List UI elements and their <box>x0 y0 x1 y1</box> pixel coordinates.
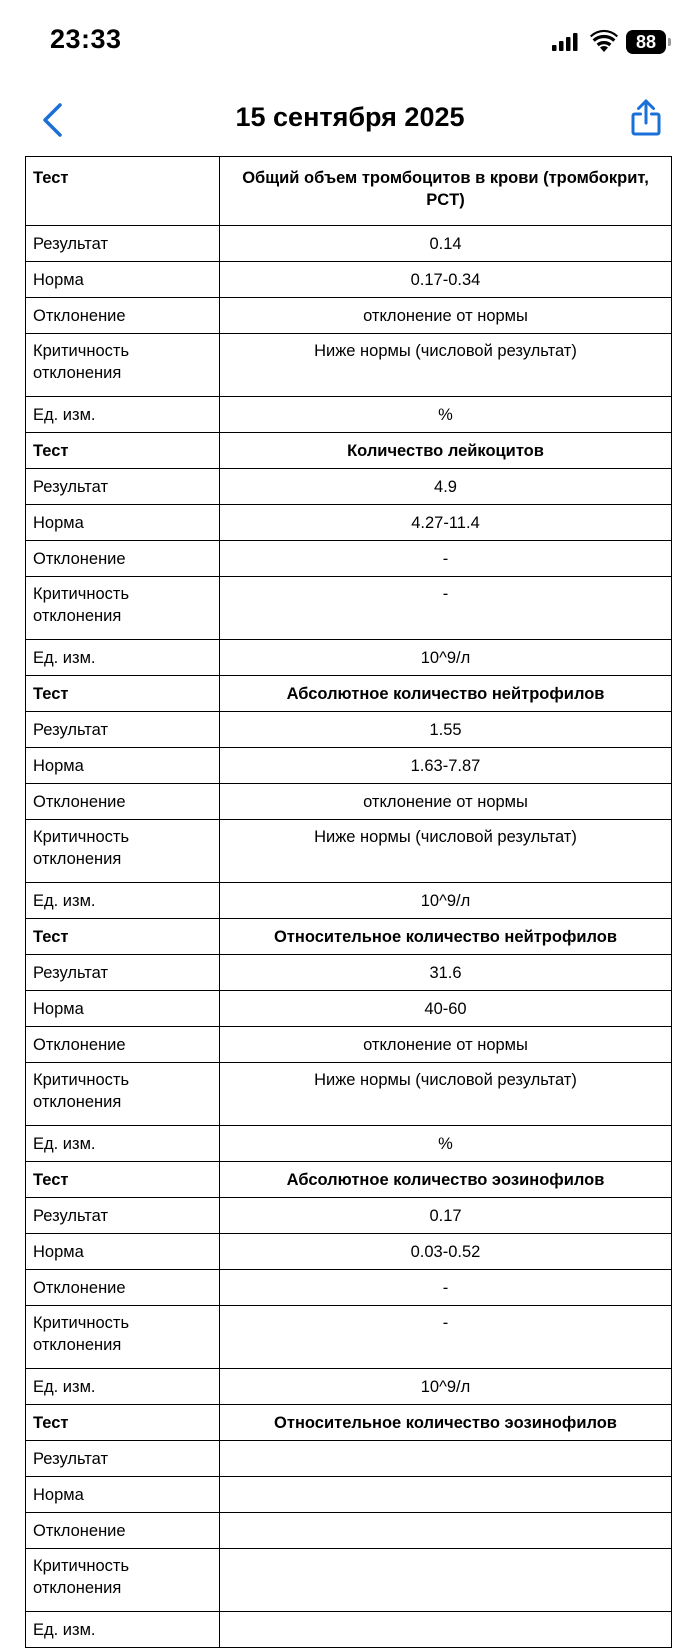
share-icon <box>630 99 662 137</box>
norm-value <box>220 1477 672 1513</box>
deviation-value: - <box>220 1270 672 1306</box>
row-label: Норма <box>26 262 220 298</box>
criticality-value: - <box>220 1306 672 1369</box>
row-label: Ед. изм. <box>26 640 220 676</box>
test-name-row <box>26 919 672 955</box>
test-name-row <box>26 433 672 469</box>
criticality-row <box>26 820 672 883</box>
row-label: Тест <box>26 433 220 469</box>
back-button[interactable] <box>30 98 74 142</box>
test-name-row <box>26 676 672 712</box>
unit-row <box>26 640 672 676</box>
battery-cap <box>668 38 671 46</box>
unit-value: 10^9/л <box>220 1369 672 1405</box>
result-row <box>26 1198 672 1234</box>
norm-row <box>26 505 672 541</box>
test-name-row <box>26 1405 672 1441</box>
result-row <box>26 226 672 262</box>
unit-value: % <box>220 1126 672 1162</box>
norm-value: 40-60 <box>220 991 672 1027</box>
row-label: Тест <box>26 1162 220 1198</box>
test-name: Количество лейкоцитов <box>220 433 672 469</box>
share-button[interactable] <box>624 94 668 142</box>
norm-row <box>26 1477 672 1513</box>
row-label: Результат <box>26 469 220 505</box>
row-label: Тест <box>26 157 220 226</box>
row-label: Ед. изм. <box>26 397 220 433</box>
unit-row <box>26 1612 672 1648</box>
result-value: 0.14 <box>220 226 672 262</box>
deviation-value: отклонение от нормы <box>220 298 672 334</box>
unit-row <box>26 397 672 433</box>
row-label: Результат <box>26 955 220 991</box>
result-value: 0.17 <box>220 1198 672 1234</box>
norm-row <box>26 991 672 1027</box>
row-label: Норма <box>26 505 220 541</box>
status-time: 23:33 <box>50 24 122 54</box>
row-label: Критичность отклонения <box>26 577 220 640</box>
criticality-value: Ниже нормы (числовой результат) <box>220 820 672 883</box>
row-label: Критичность отклонения <box>26 1306 220 1369</box>
unit-row <box>26 1369 672 1405</box>
result-row <box>26 955 672 991</box>
row-label: Тест <box>26 676 220 712</box>
deviation-row <box>26 298 672 334</box>
row-label: Отклонение <box>26 784 220 820</box>
row-label: Результат <box>26 1441 220 1477</box>
row-label: Норма <box>26 1234 220 1270</box>
result-row <box>26 469 672 505</box>
unit-value: % <box>220 397 672 433</box>
deviation-value <box>220 1513 672 1549</box>
row-label: Тест <box>26 919 220 955</box>
result-value <box>220 1441 672 1477</box>
battery-icon <box>626 30 672 54</box>
test-name: Общий объем тромбоцитов в крови (тромбокрит, PCT) <box>220 157 672 226</box>
wifi-icon <box>590 31 618 57</box>
deviation-value: - <box>220 541 672 577</box>
criticality-row <box>26 577 672 640</box>
row-label: Ед. изм. <box>26 1126 220 1162</box>
row-label: Норма <box>26 991 220 1027</box>
row-label: Отклонение <box>26 1513 220 1549</box>
results-table <box>25 156 672 1648</box>
status-bar <box>0 0 700 84</box>
row-label: Критичность отклонения <box>26 1063 220 1126</box>
criticality-value: Ниже нормы (числовой результат) <box>220 1063 672 1126</box>
criticality-value <box>220 1549 672 1612</box>
battery-level: 88 <box>626 30 666 54</box>
row-label: Ед. изм. <box>26 1612 220 1648</box>
row-label: Результат <box>26 226 220 262</box>
row-label: Ед. изм. <box>26 1369 220 1405</box>
unit-row <box>26 883 672 919</box>
deviation-row <box>26 1027 672 1063</box>
unit-value <box>220 1612 672 1648</box>
norm-value: 1.63-7.87 <box>220 748 672 784</box>
unit-row <box>26 1126 672 1162</box>
norm-value: 0.03-0.52 <box>220 1234 672 1270</box>
row-label: Ед. изм. <box>26 883 220 919</box>
norm-row <box>26 262 672 298</box>
row-label: Отклонение <box>26 1027 220 1063</box>
test-name-row <box>26 1162 672 1198</box>
result-value: 31.6 <box>220 955 672 991</box>
norm-value: 4.27-11.4 <box>220 505 672 541</box>
criticality-value: - <box>220 577 672 640</box>
deviation-row <box>26 1270 672 1306</box>
chevron-left-icon <box>41 102 63 138</box>
signal-icon <box>552 33 578 56</box>
row-label: Результат <box>26 1198 220 1234</box>
row-label: Норма <box>26 1477 220 1513</box>
results-scroll-area[interactable] <box>0 156 700 1639</box>
result-row <box>26 1441 672 1477</box>
row-label: Критичность отклонения <box>26 1549 220 1612</box>
nav-bar <box>0 84 700 156</box>
deviation-row <box>26 784 672 820</box>
result-value: 1.55 <box>220 712 672 748</box>
result-row <box>26 712 672 748</box>
criticality-row <box>26 334 672 397</box>
result-value: 4.9 <box>220 469 672 505</box>
page-title: 15 сентября 2025 <box>235 102 465 132</box>
row-label: Критичность отклонения <box>26 820 220 883</box>
test-name: Относительное количество нейтрофилов <box>220 919 672 955</box>
criticality-value: Ниже нормы (числовой результат) <box>220 334 672 397</box>
criticality-row <box>26 1549 672 1612</box>
row-label: Критичность отклонения <box>26 334 220 397</box>
test-name: Абсолютное количество эозинофилов <box>220 1162 672 1198</box>
deviation-row <box>26 541 672 577</box>
test-name: Абсолютное количество нейтрофилов <box>220 676 672 712</box>
norm-row <box>26 1234 672 1270</box>
norm-value: 0.17-0.34 <box>220 262 672 298</box>
deviation-row <box>26 1513 672 1549</box>
unit-value: 10^9/л <box>220 883 672 919</box>
row-label: Тест <box>26 1405 220 1441</box>
test-name: Относительное количество эозинофилов <box>220 1405 672 1441</box>
unit-value: 10^9/л <box>220 640 672 676</box>
deviation-value: отклонение от нормы <box>220 1027 672 1063</box>
row-label: Отклонение <box>26 298 220 334</box>
row-label: Норма <box>26 748 220 784</box>
criticality-row <box>26 1063 672 1126</box>
criticality-row <box>26 1306 672 1369</box>
row-label: Отклонение <box>26 1270 220 1306</box>
row-label: Результат <box>26 712 220 748</box>
row-label: Отклонение <box>26 541 220 577</box>
norm-row <box>26 748 672 784</box>
test-name-row <box>26 157 672 226</box>
deviation-value: отклонение от нормы <box>220 784 672 820</box>
